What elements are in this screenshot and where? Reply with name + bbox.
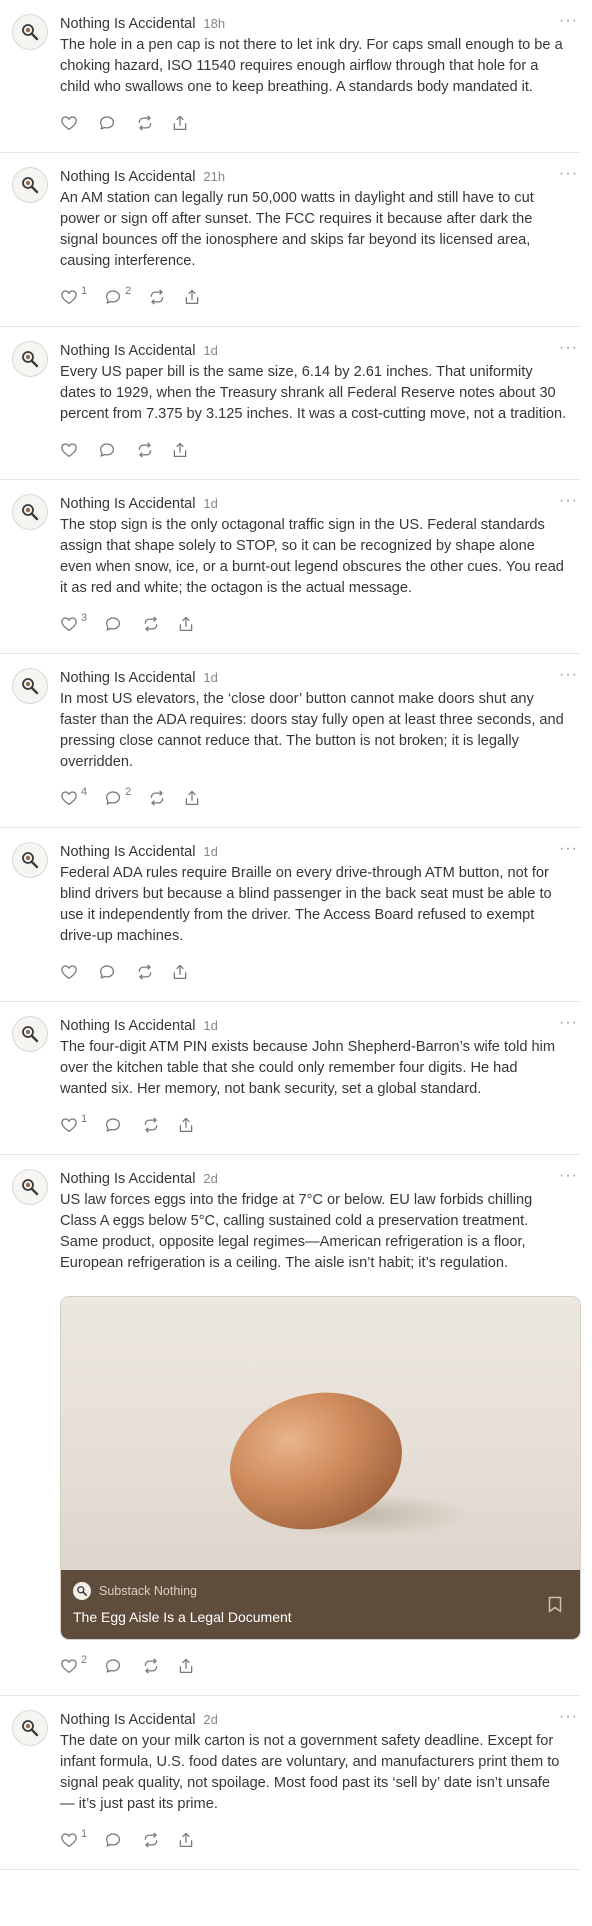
author-name[interactable]: Nothing Is Accidental	[60, 1171, 196, 1187]
author-avatar[interactable]	[12, 494, 48, 530]
post-timestamp[interactable]: 2d	[203, 1171, 218, 1186]
like-count: 2	[81, 1654, 88, 1666]
restack-button[interactable]	[142, 1831, 160, 1849]
author-avatar[interactable]	[12, 14, 48, 50]
like-button[interactable]	[60, 1828, 88, 1849]
share-button[interactable]	[171, 114, 189, 132]
share-icon	[177, 1116, 195, 1134]
note-post	[0, 480, 580, 654]
heart-icon	[60, 1657, 78, 1675]
restack-icon	[148, 789, 166, 807]
like-count: 1	[81, 285, 88, 297]
note-post	[0, 153, 580, 327]
share-button[interactable]	[171, 441, 189, 459]
share-button[interactable]	[177, 1831, 195, 1849]
publication-logo	[73, 1582, 91, 1600]
author-name[interactable]: Nothing Is Accidental	[60, 670, 196, 686]
author-name[interactable]: Nothing Is Accidental	[60, 16, 196, 32]
bookmark-icon	[548, 1596, 562, 1613]
author-avatar[interactable]	[12, 341, 48, 377]
post-timestamp[interactable]: 18h	[203, 16, 226, 31]
restack-icon	[142, 1116, 160, 1134]
post-body: Every US paper bill is the same size, 6.14 by 2.61 inches. That uniformity dates to 1929, when the Treasury shrank all Federal Reserve notes about 30 percent from 7.375 by 3.125 inches. It was a cost-cutting move, not a tradition.	[60, 364, 567, 422]
post-timestamp[interactable]: 1d	[203, 844, 218, 859]
egg-image	[61, 1297, 580, 1570]
share-icon	[177, 1657, 195, 1675]
post-actions	[60, 1113, 568, 1137]
restack-button[interactable]	[142, 615, 160, 633]
restack-button[interactable]	[136, 114, 154, 132]
post-timestamp[interactable]: 1d	[203, 343, 218, 358]
comment-icon	[98, 441, 116, 459]
post-actions	[60, 960, 568, 984]
like-button[interactable]	[60, 285, 88, 306]
like-button[interactable]	[60, 1113, 88, 1134]
post-body: US law forces eggs into the fridge at 7°C or below. EU law forbids chilling Class A eggs below 5°C, calling sustained cold a preservation treatment. Same product, opposite legal regimes—American refrigeration is a floor, European refrigeration is a ceiling. The aisle isn’t habit; it’s regulation.	[60, 1192, 533, 1271]
comment-icon	[98, 963, 116, 981]
share-button[interactable]	[183, 789, 201, 807]
magnifying-glass-logo-icon	[20, 1024, 40, 1044]
comment-icon	[104, 1116, 122, 1134]
author-avatar[interactable]	[12, 1710, 48, 1746]
like-button[interactable]	[60, 963, 81, 981]
more-options-button[interactable]: ···	[559, 339, 578, 356]
post-body: In most US elevators, the ‘close door’ button cannot make doors shut any faster than the ADA requires: doors stay fully open at least three seconds, and pressing close cannot reduce that. The button is not broken; it is legally overridden.	[60, 691, 564, 770]
share-button[interactable]	[183, 288, 201, 306]
share-icon	[171, 441, 189, 459]
author-name[interactable]: Nothing Is Accidental	[60, 496, 196, 512]
heart-icon	[60, 1116, 78, 1134]
comment-button[interactable]	[104, 615, 125, 633]
more-options-button[interactable]: ···	[559, 1014, 578, 1031]
share-button[interactable]	[177, 615, 195, 633]
post-timestamp[interactable]: 1d	[203, 1018, 218, 1033]
more-options-button[interactable]: ···	[559, 165, 578, 182]
author-avatar[interactable]	[12, 842, 48, 878]
magnifying-glass-logo-icon	[20, 1718, 40, 1738]
post-link-card[interactable]	[60, 1296, 581, 1640]
restack-button[interactable]	[148, 288, 166, 306]
author-name[interactable]: Nothing Is Accidental	[60, 1712, 196, 1728]
heart-icon	[60, 441, 78, 459]
post-header	[60, 1169, 568, 1189]
post-body: The four-digit ATM PIN exists because John Shepherd-Barron’s wife told him over the kitchen table that she could only remember four digits. He had wanted six. Her memory, not bank security, set a global standard.	[60, 1039, 556, 1097]
magnifying-glass-logo-icon	[76, 1585, 88, 1597]
share-icon	[171, 114, 189, 132]
like-count: 4	[81, 786, 88, 798]
share-button[interactable]	[171, 963, 189, 981]
more-options-button[interactable]: ···	[559, 1708, 578, 1725]
post-body: Federal ADA rules require Braille on every drive-through ATM button, not for blind drivers but because a blind passenger in the back seat must be able to use it independently from the driver. The Access Board refused to exempt drive-up machines.	[60, 865, 552, 944]
like-count: 3	[81, 612, 88, 624]
author-name[interactable]: Nothing Is Accidental	[60, 844, 196, 860]
share-button[interactable]	[177, 1116, 195, 1134]
magnifying-glass-logo-icon	[20, 502, 40, 522]
comment-button[interactable]	[104, 1831, 125, 1849]
comment-icon	[104, 288, 122, 306]
comment-icon	[98, 114, 116, 132]
post-header	[60, 842, 568, 862]
restack-button[interactable]	[142, 1657, 160, 1675]
author-avatar[interactable]	[12, 167, 48, 203]
post-actions	[60, 438, 568, 462]
comment-button[interactable]	[104, 1116, 125, 1134]
note-post	[0, 1002, 580, 1155]
note-post	[0, 0, 580, 153]
card-footer	[61, 1570, 580, 1639]
share-icon	[177, 1831, 195, 1849]
publication-name: Substack Nothing	[99, 1584, 197, 1598]
note-post	[0, 828, 580, 1002]
post-body: The stop sign is the only octagonal traffic sign in the US. Federal standards assign that shape solely to STOP, so it can be recognized by shape alone even when snow, ice, or a burnt-out legend obscures the other cues. You read it as red and white; the octagon is the actual message.	[60, 517, 564, 596]
author-avatar[interactable]	[12, 1169, 48, 1205]
magnifying-glass-logo-icon	[20, 175, 40, 195]
share-icon	[177, 615, 195, 633]
restack-icon	[142, 1831, 160, 1849]
note-post	[0, 327, 580, 480]
magnifying-glass-logo-icon	[20, 850, 40, 870]
comment-button[interactable]	[98, 114, 119, 132]
post-actions	[60, 111, 568, 135]
comment-icon	[104, 789, 122, 807]
post-timestamp[interactable]: 1d	[203, 670, 218, 685]
comment-count: 2	[125, 285, 132, 297]
heart-icon	[60, 114, 78, 132]
heart-icon	[60, 1831, 78, 1849]
like-button[interactable]	[60, 441, 81, 459]
more-options-button[interactable]: ···	[559, 666, 578, 683]
author-name[interactable]: Nothing Is Accidental	[60, 1018, 196, 1034]
magnifying-glass-logo-icon	[20, 22, 40, 42]
restack-icon	[136, 441, 154, 459]
post-header	[60, 1710, 568, 1730]
restack-icon	[136, 963, 154, 981]
post-actions	[60, 1828, 568, 1852]
post-header	[60, 341, 568, 361]
like-button[interactable]	[60, 786, 88, 807]
heart-icon	[60, 789, 78, 807]
author-name[interactable]: Nothing Is Accidental	[60, 343, 196, 359]
note-post	[0, 1696, 580, 1870]
post-timestamp[interactable]: 1d	[203, 496, 218, 511]
post-actions	[60, 612, 568, 636]
comment-button[interactable]	[98, 963, 119, 981]
more-options-button[interactable]: ···	[559, 12, 578, 29]
comment-button[interactable]	[98, 441, 119, 459]
author-avatar[interactable]	[12, 668, 48, 704]
more-options-button[interactable]: ···	[559, 840, 578, 857]
post-timestamp[interactable]: 2d	[203, 1712, 218, 1727]
restack-button[interactable]	[136, 441, 154, 459]
author-avatar[interactable]	[12, 1016, 48, 1052]
bookmark-button[interactable]	[548, 1596, 562, 1618]
like-button[interactable]	[60, 612, 88, 633]
magnifying-glass-logo-icon	[20, 1177, 40, 1197]
like-button[interactable]	[60, 1654, 88, 1675]
post-header	[60, 14, 568, 34]
comment-button[interactable]	[104, 786, 132, 807]
like-count: 1	[81, 1113, 88, 1125]
restack-icon	[142, 1657, 160, 1675]
share-icon	[183, 288, 201, 306]
card-title[interactable]: The Egg Aisle Is a Legal Document	[73, 1609, 292, 1625]
comment-icon	[104, 615, 122, 633]
heart-icon	[60, 963, 78, 981]
heart-icon	[60, 615, 78, 633]
post-actions	[60, 285, 568, 309]
comment-button[interactable]	[104, 1657, 125, 1675]
magnifying-glass-logo-icon	[20, 349, 40, 369]
post-actions	[60, 786, 568, 810]
like-button[interactable]	[60, 114, 81, 132]
like-count: 1	[81, 1828, 88, 1840]
more-options-button[interactable]: ···	[559, 1167, 578, 1184]
restack-button[interactable]	[148, 789, 166, 807]
post-timestamp[interactable]: 21h	[203, 169, 226, 184]
post-actions	[60, 1654, 568, 1678]
note-post	[0, 654, 580, 828]
restack-icon	[148, 288, 166, 306]
comment-icon	[104, 1831, 122, 1849]
restack-icon	[142, 615, 160, 633]
share-button[interactable]	[177, 1657, 195, 1675]
restack-icon	[136, 114, 154, 132]
egg-photo	[61, 1297, 580, 1570]
magnifying-glass-logo-icon	[20, 676, 40, 696]
post-body: The date on your milk carton is not a government safety deadline. Except for infant formula, U.S. food dates are voluntary, and manufacturers print them to signal peak quality, not spoilage. Most food past its ‘sell by’ date isn’t unsafe — it’s just past its prime.	[60, 1733, 560, 1812]
post-header	[60, 668, 568, 688]
heart-icon	[60, 288, 78, 306]
post-body: The hole in a pen cap is not there to let ink dry. For caps small enough to be a choking hazard, ISO 11540 requires enough airflow through that hole for a child who swallows one to keep breathing. A standards body mandated it.	[60, 37, 563, 95]
comment-count: 2	[125, 786, 132, 798]
post-header	[60, 167, 568, 187]
share-icon	[171, 963, 189, 981]
restack-button[interactable]	[142, 1116, 160, 1134]
restack-button[interactable]	[136, 963, 154, 981]
note-post	[0, 1155, 580, 1696]
post-body: An AM station can legally run 50,000 watts in daylight and still have to cut power or sign off after sunset. The FCC requires it because after dark the signal bounces off the ionosphere and skips far beyond its licensed area, causing interference.	[60, 190, 534, 269]
author-name[interactable]: Nothing Is Accidental	[60, 169, 196, 185]
post-header	[60, 494, 568, 514]
post-header	[60, 1016, 568, 1036]
share-icon	[183, 789, 201, 807]
comment-icon	[104, 1657, 122, 1675]
more-options-button[interactable]: ···	[559, 492, 578, 509]
comment-button[interactable]	[104, 285, 132, 306]
